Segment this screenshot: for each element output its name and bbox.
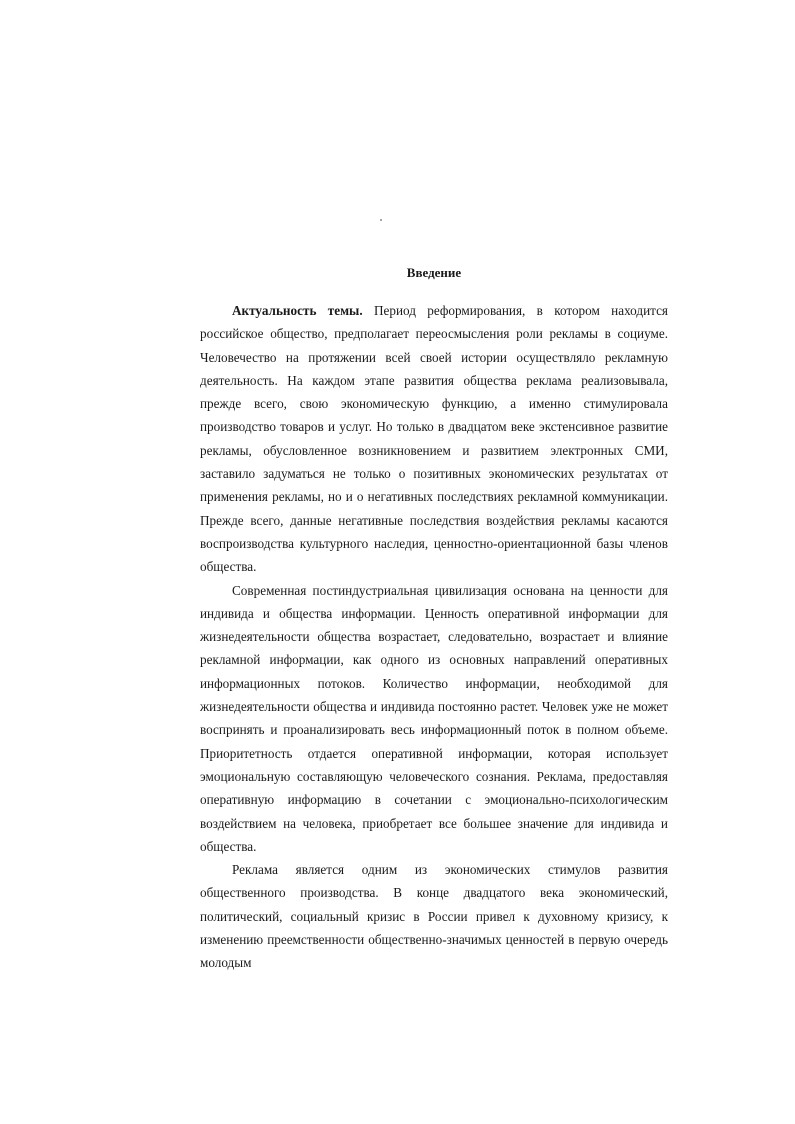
paragraph-text: Период реформирования, в котором находится российское общество, предполагает переосмысления роли рекламы в социуме. Человечество на протяжении всей своей истории осуществляло рекламную деятельность. На каждом этапе развития общества реклама реализовывала, прежде всего, свою экономическую функцию, а именно стимулировала производство товаров и услуг. Но только в двадцатом веке экстенсивное развитие рекламы, обусловленное возникновением и развитием электронных СМИ, заставило задуматься не только о позитивных экономических результатах от применения рекламы, но и о негативных последствиях рекламной коммуникации. Прежде всего, данные негативные последствия воздействия рекламы касаются воспроизводства культурного наследия, ценностно-ориентационной базы членов общества. (200, 303, 668, 575)
paragraph-text: Современная постиндустриальная цивилизация основана на ценности для индивида и общества информации. Ценность оперативной информации для жизнедеятельности общества возрастает, следовательно, возрастает и влияние рекламной информации, как одного из основных направлений оперативных информационных потоков. Количество информации, необходимой для жизнедеятельности общества и индивида постоянно растет. Человек уже не может воспринять и проанализировать весь информационный поток в полном объеме. Приоритетность отдается оперативной информации, которая использует эмоциональную составляющую человеческого сознания. Реклама, предоставляя оперативную информацию в сочетании с эмоционально-психологическим воздействием на человека, приобретает все большее значение для индивида и общества. (200, 582, 668, 854)
paragraph-3 (200, 858, 668, 974)
document-body (200, 263, 668, 975)
paragraph-lead: Актуальность темы. (232, 303, 363, 318)
document-title: Введение (406, 265, 462, 280)
scan-speck (380, 219, 382, 221)
paragraph-2 (200, 579, 668, 859)
paragraph-1 (200, 299, 668, 579)
paragraph-text: Реклама является одним из экономических стимулов развития общественного производства. В конце двадцатого века экономический, политический, социальный кризис в России привел к духовному кризису, к изменению преемственности общественно-значимых ценностей в первую очередь молодым (200, 862, 668, 971)
